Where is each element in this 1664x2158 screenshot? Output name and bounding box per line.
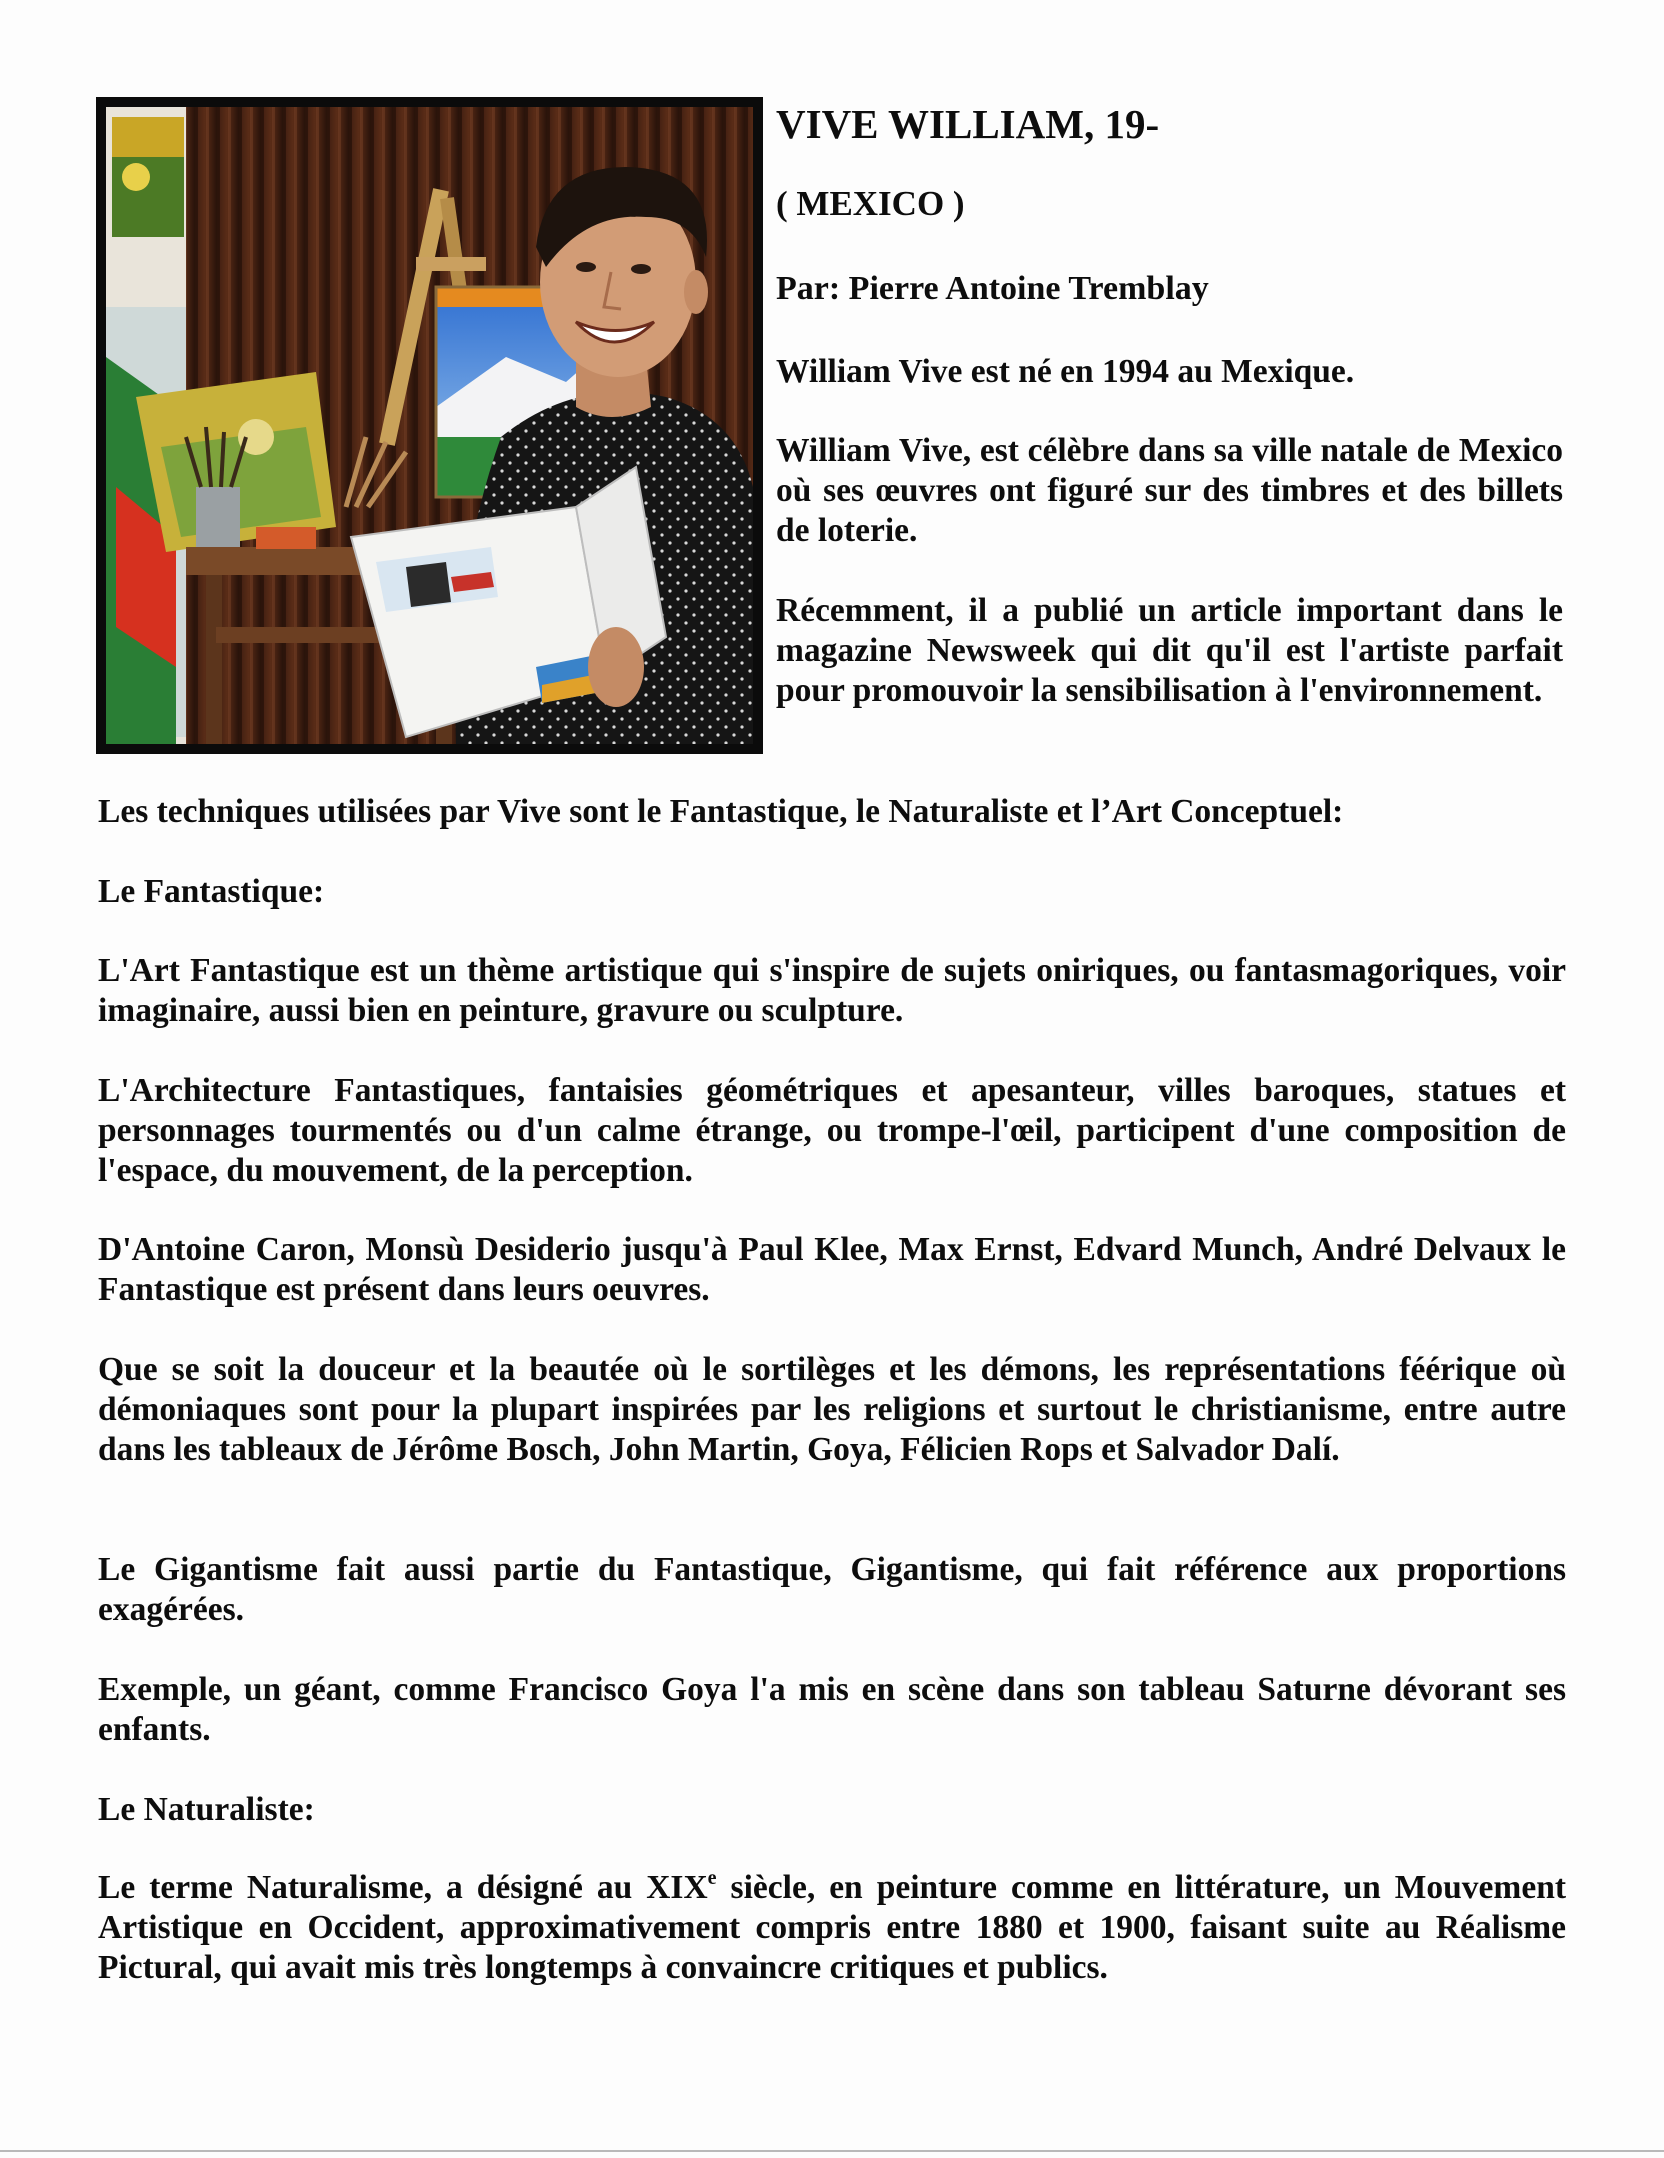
fame-paragraph: William Vive, est célèbre dans sa ville natale de Mexico où ses œuvres ont figuré sur des timbres et des billets de loterie. <box>776 432 1563 549</box>
bottom-rule <box>0 2150 1664 2152</box>
techniques-intro: Les techniques utilisées par Vive sont le Fantastique, le Naturaliste et l’Art Conceptuel: <box>98 793 1344 830</box>
naturaliste-paragraph <box>98 1868 1566 1988</box>
fantastique-paragraph: L'Art Fantastique est un thème artistique qui s'inspire de sujets oniriques, ou fantasmagoriques, voir imaginaire, aussi bien en peinture, gravure ou sculpture. <box>98 952 1566 1029</box>
fantastique-paragraph: Exemple, un géant, comme Francisco Goya l'a mis en scène dans son tableau Saturne dévorant ses enfants. <box>98 1671 1566 1748</box>
artist-photo-image <box>106 107 753 744</box>
newsweek-paragraph: Récemment, il a publié un article important dans le magazine Newsweek qui dit qu'il est l'artiste parfait pour promouvoir la sensibilisation à l'environnement. <box>776 592 1563 709</box>
article-country: ( MEXICO ) <box>776 184 965 223</box>
naturaliste-heading: Le Naturaliste: <box>98 1791 315 1828</box>
fantastique-heading: Le Fantastique: <box>98 873 325 910</box>
fantastique-paragraph: D'Antoine Caron, Monsù Desiderio jusqu'à Paul Klee, Max Ernst, Edvard Munch, André Delvaux le Fantastique est présent dans leurs oeuvres. <box>98 1231 1566 1308</box>
article-author: Par: Pierre Antoine Tremblay <box>776 270 1209 307</box>
artist-photo <box>96 97 763 754</box>
fantastique-paragraph: L'Architecture Fantastiques, fantaisies géométriques et apesanteur, villes baroques, statues et personnages tourmentés ou d'un calme étrange, ou trompe-l'œil, participent d'une composition de l'espace, du mouvement, de la perception. <box>98 1072 1566 1189</box>
century-superscript: e <box>707 1867 717 1889</box>
birth-paragraph: William Vive est né en 1994 au Mexique. <box>776 353 1355 390</box>
fantastique-paragraph: Le Gigantisme fait aussi partie du Fantastique, Gigantisme, qui fait référence aux proportions exagérées. <box>98 1551 1566 1628</box>
naturaliste-text-start: Le terme Naturalisme, a désigné au XIX <box>98 1869 708 1906</box>
fantastique-paragraph: Que se soit la douceur et la beautée où le sortilèges et les démons, les représentations féérique où démoniaques sont pour la plupart inspirées par les religions et surtout le christianisme, entre autre dans les tableaux de Jérôme Bosch, John Martin, Goya, Félicien Rops et Salvador Dalí. <box>98 1351 1566 1468</box>
article-title: VIVE WILLIAM, 19- <box>776 101 1160 147</box>
naturaliste-text-end: siècle, en peinture comme en littérature, un Mouvement Artistique en Occident, approximativement compris entre 1880 et 1900, faisant suite au Réalisme Pictural, qui avait mis très longtemps à convaincre critiques et publics. <box>98 1869 1566 1986</box>
